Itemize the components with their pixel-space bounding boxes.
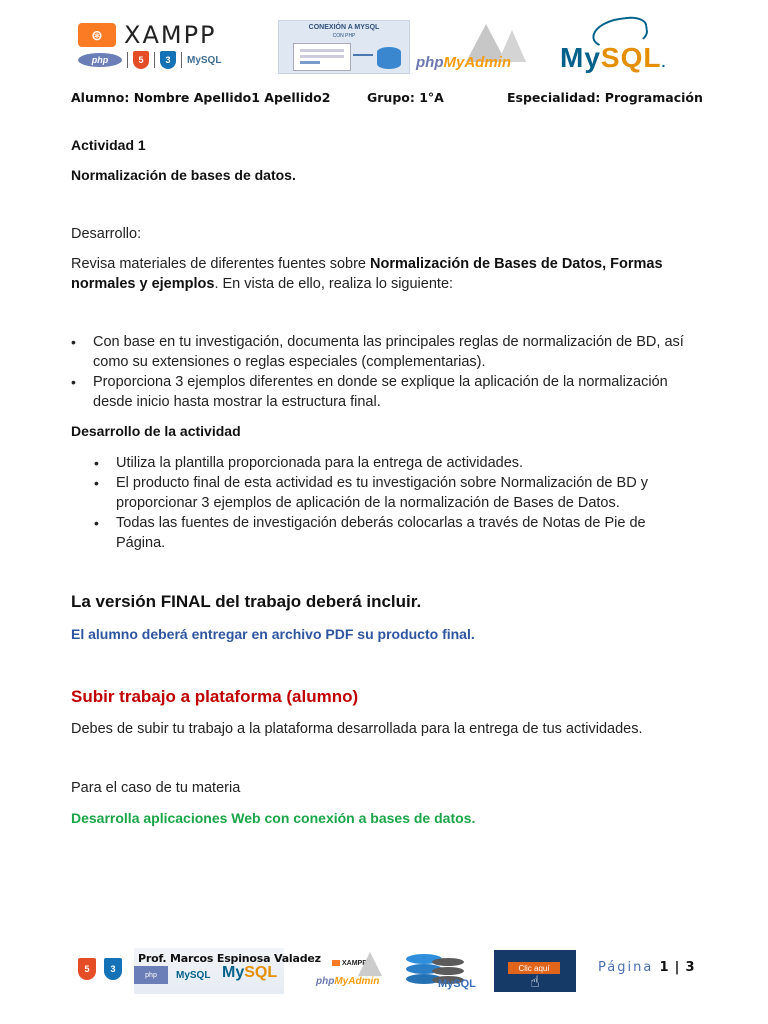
phpmyadmin-logo: [414, 22, 544, 72]
xampp-logo: [78, 22, 273, 72]
html5-icon: 5: [78, 958, 96, 980]
divider: [127, 52, 128, 68]
php-logo: php: [134, 966, 168, 984]
development-label: Desarrollo:: [71, 226, 142, 242]
footer: [76, 948, 696, 994]
list-item: • Utiliza la plantilla proporcionada para la entrega de actividades.: [116, 453, 678, 473]
database-label: MySQL: [438, 978, 476, 990]
mysql-connection-banner: [278, 20, 410, 74]
css3-icon: 3: [104, 958, 122, 980]
click-here-banner[interactable]: [494, 950, 576, 992]
phpmyadmin-logo: phpMyAdmin: [316, 976, 380, 987]
mysql-logo: [556, 18, 696, 74]
xampp-mini-logo: XAMPP: [332, 960, 367, 967]
form-illustration: [293, 43, 351, 71]
final-version-title: La versión FINAL del trabajo deberá incluir.: [71, 592, 422, 611]
html5-icon: 5: [133, 51, 149, 69]
activity-topic: Normalización de bases de datos.: [71, 167, 296, 183]
professor-name: Prof. Marcos Espinosa Valadez: [138, 952, 321, 965]
mysql-small-logo: MySQL: [187, 54, 222, 66]
mysql-logo: MySQL: [222, 964, 278, 981]
database-icon: [377, 47, 401, 69]
list-item: • Con base en tu investigación, documenta las principales reglas de normalización de BD, así como su extensiones o reglas especiales (complementarias).: [93, 332, 699, 372]
final-version-note: El alumno deberá entregar en archivo PDF su producto final.: [71, 626, 475, 642]
page-number: Página 1 | 3: [598, 960, 695, 975]
subject-label: Para el caso de tu materia: [71, 780, 241, 796]
list-item: • Todas las fuentes de investigación deberás colocarlas a través de Notas de Pie de Página.: [116, 513, 678, 553]
divider: [181, 52, 182, 68]
arrow-icon: [353, 54, 373, 56]
development-intro: Revisa materiales de diferentes fuentes sobre Normalización de Bases de Datos, Formas normales y ejemplos. En vista de ello, realiza lo siguiente:: [71, 256, 663, 292]
mysql-small-logo: MySQL: [176, 970, 211, 981]
click-here-button[interactable]: Clic aquí: [508, 962, 560, 974]
sail-icon: [358, 952, 382, 976]
student-name: Alumno: Nombre Apellido1 Apellido2: [71, 90, 331, 105]
connection-banner-title: CONEXIÓN A MYSQL: [308, 24, 380, 31]
php-logo: php: [78, 53, 122, 67]
list-item: • Proporciona 3 ejemplos diferentes en donde se explique la aplicación de la normalización desde inicio hasta mostrar la estructura final.: [93, 372, 699, 412]
subject-name: Desarrolla aplicaciones Web con conexión a bases de datos.: [71, 810, 476, 826]
connection-banner-subtitle: CON PHP: [332, 33, 356, 39]
task-list: [93, 332, 699, 412]
activity-development-list: [116, 453, 678, 553]
upload-text: Debes de subir tu trabajo a la plataforma desarrollada para la entrega de tus actividades.: [71, 721, 643, 737]
student-specialty: Especialidad: Programación: [507, 90, 703, 105]
upload-title: Subir trabajo a plataforma (alumno): [71, 687, 359, 706]
activity-number: Actividad 1: [71, 137, 146, 153]
css3-icon: 3: [160, 51, 176, 69]
pointer-hand-icon: ☝: [530, 974, 540, 991]
list-item: • El producto final de esta actividad es tu investigación sobre Normalización de BD y proporcionar 3 ejemplos de aplicación de la normalización de Bases de Datos.: [116, 473, 678, 513]
professor-banner: [134, 948, 321, 994]
divider: [154, 52, 155, 68]
activity-development-title: Desarrollo de la actividad: [71, 423, 241, 439]
mysql-wordmark: MySQL.: [560, 42, 667, 73]
xampp-icon: ⊛: [78, 23, 116, 47]
xampp-wordmark: XAMPP: [124, 21, 217, 49]
student-group: Grupo: 1°A: [367, 90, 444, 105]
phpmyadmin-wordmark: phpMyAdmin: [416, 54, 511, 71]
